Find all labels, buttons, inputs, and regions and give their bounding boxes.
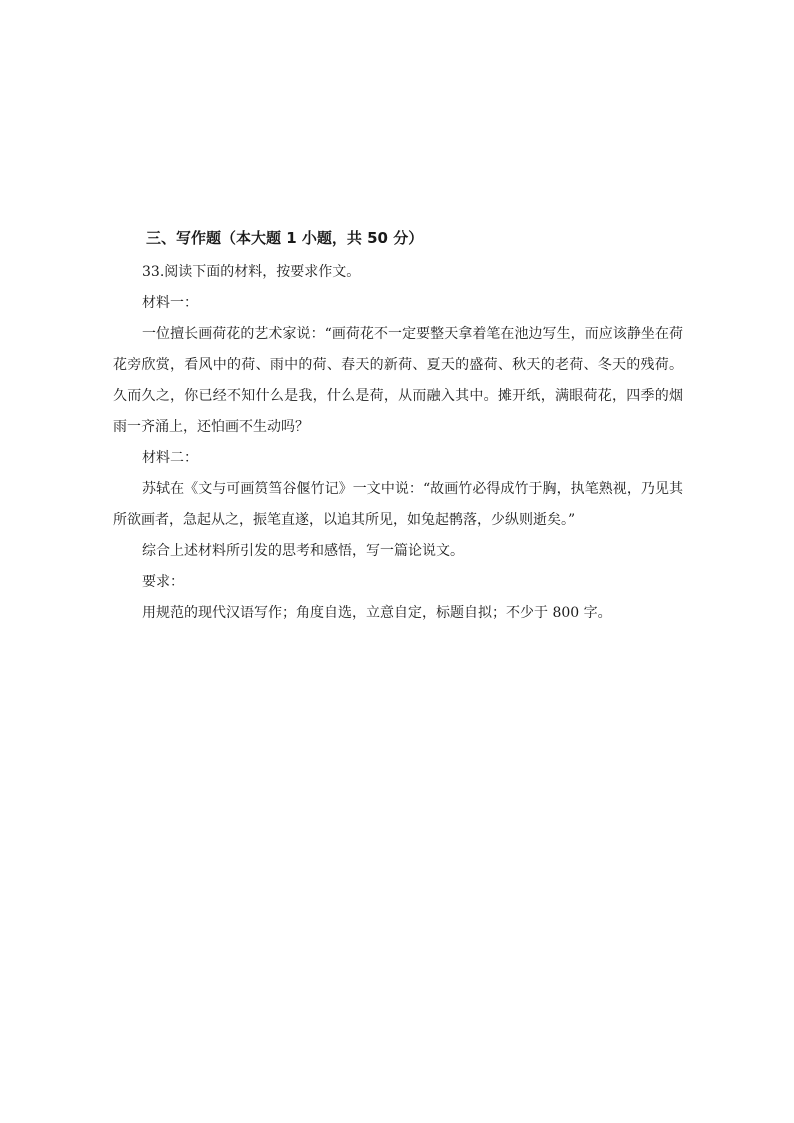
question-prompt: 33.阅读下面的材料，按要求作文。 (142, 264, 361, 280)
material-two-text: 苏轼在《文与可画筼筜谷偃竹记》一文中说：“故画竹必得成竹于胸，执笔熟视，乃见其所欲画者，急起从之，振笔直遂，以追其所见，如兔起鹘落，少纵则逝矣。” (113, 481, 683, 528)
writing-section (113, 225, 683, 629)
material-one-text: 一位擅长画荷花的艺术家说：“画荷花不一定要整天拿着笔在池边写生，而应该静坐在荷花旁欣赏，看风中的荷、雨中的荷、春天的新荷、夏天的盛荷、秋天的老荷、冬天的残荷。久而久之，你已经不知什么是我，什么是荷，从而融入其中。摊开纸，满眼荷花，四季的烟雨一齐涌上，还怕画不生动吗？ (113, 326, 683, 435)
task-instruction: 综合上述材料所引发的思考和感悟，写一篇论说文。 (142, 543, 464, 559)
section-title: 三、写作题（本大题 1 小题，共 50 分） (146, 229, 424, 247)
requirements-text: 用规范的现代汉语写作；角度自选，立意自定，标题自拟；不少于 800 字。 (142, 605, 612, 621)
requirements-label: 要求： (142, 574, 184, 590)
material-two-label: 材料二： (142, 450, 198, 466)
material-one-label: 材料一： (142, 295, 198, 311)
